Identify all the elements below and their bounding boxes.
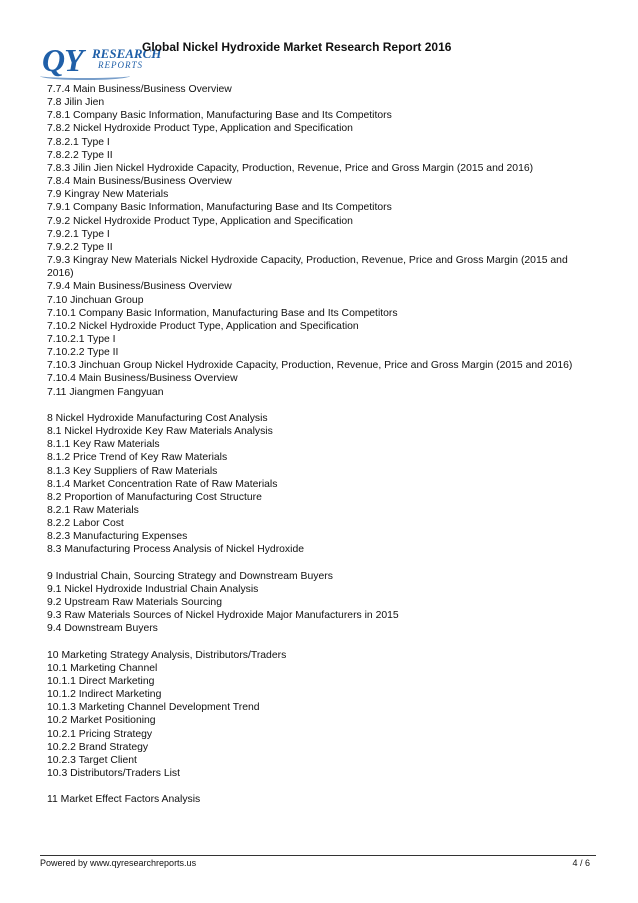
- section-gap: [47, 399, 595, 412]
- toc-entry: 8.1.4 Market Concentration Rate of Raw Materials: [47, 478, 278, 490]
- toc-entry: 7.9.4 Main Business/Business Overview: [47, 281, 232, 293]
- footer-page-number: 4 / 6: [572, 858, 590, 868]
- section-gap: [47, 557, 595, 570]
- toc-entry: 8.1 Nickel Hydroxide Key Raw Materials Analysis: [47, 426, 273, 438]
- logo-swoosh: [40, 72, 130, 80]
- toc-entry: 9.4 Downstream Buyers: [47, 623, 158, 635]
- toc-entry: 9 Industrial Chain, Sourcing Strategy and Downstream Buyers: [47, 570, 333, 582]
- toc-entry: 9.3 Raw Materials Sources of Nickel Hydroxide Major Manufacturers in 2015: [47, 610, 399, 622]
- toc-entry: 11 Market Effect Factors Analysis: [47, 794, 201, 806]
- toc-entry: 8.1.3 Key Suppliers of Raw Materials: [47, 465, 218, 477]
- toc-entry: 10.3 Distributors/Traders List: [47, 768, 181, 780]
- toc-entry: 9.1 Nickel Hydroxide Industrial Chain Analysis: [47, 583, 259, 595]
- toc-entry: 7.8.2.2 Type II: [47, 149, 113, 161]
- toc-entry: 7.10.4 Main Business/Business Overview: [47, 373, 238, 385]
- logo-research-text: RESEARCH: [92, 46, 162, 61]
- toc-entry: 10.1.2 Indirect Marketing: [47, 689, 162, 701]
- logo-qy-text: QY: [42, 42, 83, 78]
- toc-entry: 10.2.3 Target Client: [47, 754, 137, 766]
- toc-entry: 10.2.2 Brand Strategy: [47, 741, 149, 753]
- toc-entry: 7.7.4 Main Business/Business Overview: [47, 84, 232, 95]
- toc-entry: 8.2 Proportion of Manufacturing Cost Structure: [47, 491, 262, 503]
- toc-entry: 10.1 Marketing Channel: [47, 662, 158, 674]
- toc-entry: 7.9 Kingray New Materials: [47, 189, 169, 201]
- toc-entry: 8.2.3 Manufacturing Expenses: [47, 531, 188, 543]
- qyresearch-logo: [40, 38, 162, 80]
- toc-entry: 10.1.3 Marketing Channel Development Trend: [47, 702, 260, 714]
- toc-entry: 8.1.2 Price Trend of Key Raw Materials: [47, 452, 228, 464]
- section-gap: [47, 636, 595, 649]
- logo-reports-text: REPORTS: [98, 60, 143, 70]
- toc-entry: 7.8.1 Company Basic Information, Manufacturing Base and Its Competitors: [47, 110, 392, 122]
- page-header: [0, 0, 638, 80]
- toc-entry: 7.10.2.2 Type II: [47, 347, 119, 359]
- toc-entry: 7.8.2.1 Type I: [47, 136, 110, 148]
- toc-entry: 7.9.2 Nickel Hydroxide Product Type, Application and Specification: [47, 215, 353, 227]
- toc-entry: 9.2 Upstream Raw Materials Sourcing: [47, 597, 222, 609]
- toc-entry: 10.2.1 Pricing Strategy: [47, 728, 153, 740]
- toc-entry: 8.1.1 Key Raw Materials: [47, 439, 160, 451]
- toc-entry: 7.8.4 Main Business/Business Overview: [47, 176, 232, 188]
- toc-entry: 7.9.2.2 Type II: [47, 241, 113, 253]
- section-gap: [47, 780, 595, 793]
- toc-entry: 8.2.2 Labor Cost: [47, 518, 124, 530]
- toc-entry: 7.9.3 Kingray New Materials Nickel Hydroxide Capacity, Production, Revenue, Price and Gross Margin (2015 and 2016): [47, 255, 568, 280]
- toc-entry: 7.10 Jinchuan Group: [47, 294, 144, 306]
- toc-entry: 7.10.1 Company Basic Information, Manufacturing Base and Its Competitors: [47, 307, 398, 319]
- toc-entry: 7.9.2.1 Type I: [47, 228, 110, 240]
- footer-powered-by: Powered by www.qyresearchreports.us: [40, 858, 197, 868]
- table-of-contents: [47, 83, 595, 807]
- footer-divider: [40, 855, 596, 856]
- toc-entry: 7.10.2.1 Type I: [47, 333, 116, 345]
- toc-entry: 7.9.1 Company Basic Information, Manufacturing Base and Its Competitors: [47, 202, 392, 214]
- toc-entry: 7.8.2 Nickel Hydroxide Product Type, Application and Specification: [47, 123, 353, 135]
- toc-entry: 7.8.3 Jilin Jien Nickel Hydroxide Capacity, Production, Revenue, Price and Gross Margin (2015 and 2016): [47, 162, 534, 174]
- toc-entry: 8.3 Manufacturing Process Analysis of Nickel Hydroxide: [47, 544, 304, 556]
- toc-entry: 8 Nickel Hydroxide Manufacturing Cost Analysis: [47, 412, 268, 424]
- toc-entry: 7.8 Jilin Jien: [47, 97, 105, 109]
- toc-entry: 7.10.3 Jinchuan Group Nickel Hydroxide Capacity, Production, Revenue, Price and Gross Margin (2015 and 2016): [47, 360, 573, 372]
- document-title: Global Nickel Hydroxide Market Research Report 2016: [142, 40, 452, 54]
- toc-entry: 10.1.1 Direct Marketing: [47, 675, 155, 687]
- toc-entry: 7.11 Jiangmen Fangyuan: [47, 386, 164, 398]
- toc-entry: 10.2 Market Positioning: [47, 715, 156, 727]
- toc-entry: 7.10.2 Nickel Hydroxide Product Type, Application and Specification: [47, 320, 359, 332]
- toc-entry: 10 Marketing Strategy Analysis, Distributors/Traders: [47, 649, 287, 661]
- toc-entry: 8.2.1 Raw Materials: [47, 504, 139, 516]
